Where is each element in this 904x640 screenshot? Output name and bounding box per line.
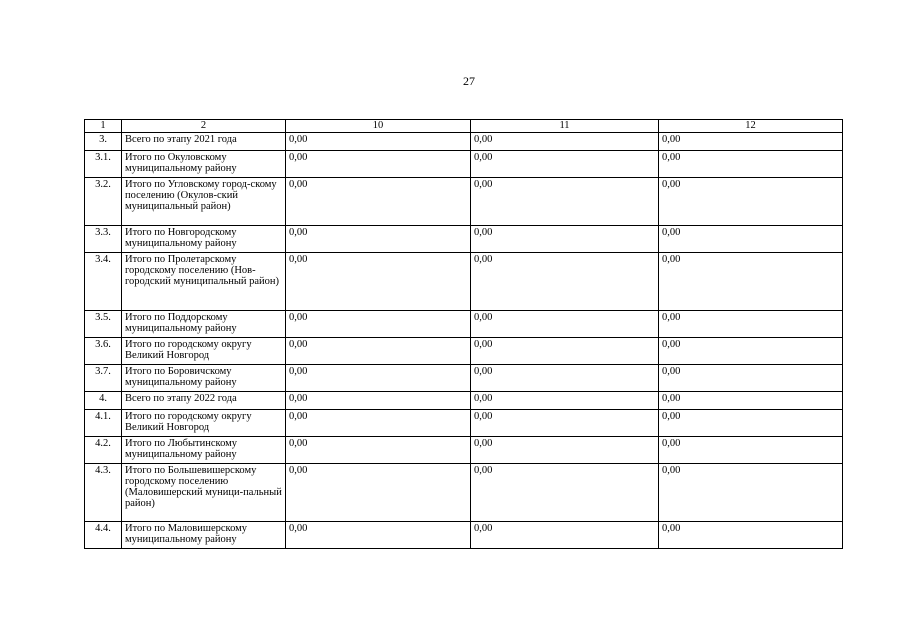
header-col-1: 1 — [85, 120, 122, 133]
row-name: Итого по городскому округу Великий Новгород — [122, 410, 286, 437]
row-value-col-12: 0,00 — [659, 311, 843, 338]
table-row — [85, 392, 843, 410]
row-value-col-11: 0,00 — [471, 253, 659, 311]
row-value-col-12: 0,00 — [659, 151, 843, 178]
table-row — [85, 338, 843, 365]
row-value-col-11: 0,00 — [471, 410, 659, 437]
table-row — [85, 178, 843, 226]
row-value-col-10: 0,00 — [286, 253, 471, 311]
row-value-col-10: 0,00 — [286, 392, 471, 410]
header-col-2: 2 — [122, 120, 286, 133]
row-value-col-11: 0,00 — [471, 151, 659, 178]
row-value-col-10: 0,00 — [286, 365, 471, 392]
row-name: Итого по Поддорскому муниципальному району — [122, 311, 286, 338]
row-value-col-12: 0,00 — [659, 464, 843, 522]
row-value-col-12: 0,00 — [659, 437, 843, 464]
table-row — [85, 437, 843, 464]
row-value-col-12: 0,00 — [659, 226, 843, 253]
row-value-col-10: 0,00 — [286, 410, 471, 437]
table-row — [85, 365, 843, 392]
row-value-col-12: 0,00 — [659, 178, 843, 226]
row-value-col-11: 0,00 — [471, 133, 659, 151]
row-value-col-10: 0,00 — [286, 226, 471, 253]
row-value-col-11: 0,00 — [471, 464, 659, 522]
row-value-col-12: 0,00 — [659, 392, 843, 410]
row-value-col-10: 0,00 — [286, 522, 471, 549]
row-number: 3.3. — [85, 226, 122, 253]
row-value-col-10: 0,00 — [286, 338, 471, 365]
header-col-12: 12 — [659, 120, 843, 133]
row-name: Итого по городскому округу Великий Новгород — [122, 338, 286, 365]
table-row — [85, 522, 843, 549]
table-row — [85, 133, 843, 151]
header-row — [85, 120, 843, 133]
table-row — [85, 253, 843, 311]
row-name: Всего по этапу 2022 года — [122, 392, 286, 410]
row-name: Итого по Любытинскому муниципальному району — [122, 437, 286, 464]
table-row — [85, 410, 843, 437]
table-header — [85, 120, 843, 133]
row-value-col-10: 0,00 — [286, 464, 471, 522]
row-number: 3.7. — [85, 365, 122, 392]
row-number: 4.4. — [85, 522, 122, 549]
row-value-col-12: 0,00 — [659, 522, 843, 549]
row-number: 4.1. — [85, 410, 122, 437]
row-name: Итого по Угловскому город-скому поселению (Окулов-ский муниципальный район) — [122, 178, 286, 226]
row-value-col-12: 0,00 — [659, 410, 843, 437]
row-number: 4. — [85, 392, 122, 410]
row-value-col-11: 0,00 — [471, 392, 659, 410]
header-col-10: 10 — [286, 120, 471, 133]
table-row — [85, 151, 843, 178]
row-name: Итого по Новгородскому муниципальному району — [122, 226, 286, 253]
row-number: 3. — [85, 133, 122, 151]
row-value-col-11: 0,00 — [471, 338, 659, 365]
row-number: 4.2. — [85, 437, 122, 464]
row-number: 3.4. — [85, 253, 122, 311]
row-value-col-12: 0,00 — [659, 133, 843, 151]
row-value-col-11: 0,00 — [471, 178, 659, 226]
row-number: 3.2. — [85, 178, 122, 226]
row-value-col-11: 0,00 — [471, 311, 659, 338]
row-value-col-10: 0,00 — [286, 311, 471, 338]
row-value-col-11: 0,00 — [471, 522, 659, 549]
row-number: 3.1. — [85, 151, 122, 178]
row-name: Всего по этапу 2021 года — [122, 133, 286, 151]
table-body — [85, 133, 843, 549]
page-number: 27 — [463, 74, 475, 88]
row-value-col-11: 0,00 — [471, 226, 659, 253]
row-value-col-12: 0,00 — [659, 253, 843, 311]
row-value-col-10: 0,00 — [286, 151, 471, 178]
row-value-col-10: 0,00 — [286, 133, 471, 151]
row-number: 3.6. — [85, 338, 122, 365]
table-row — [85, 311, 843, 338]
row-value-col-11: 0,00 — [471, 365, 659, 392]
table-row — [85, 464, 843, 522]
row-value-col-10: 0,00 — [286, 178, 471, 226]
header-col-11: 11 — [471, 120, 659, 133]
row-name: Итого по Окуловскому муниципальному району — [122, 151, 286, 178]
row-name: Итого по Большевишерскому городскому поселению (Маловишерский муници-пальный район) — [122, 464, 286, 522]
row-name: Итого по Пролетарскому городскому поселению (Нов-городский муниципальный район) — [122, 253, 286, 311]
row-value-col-12: 0,00 — [659, 338, 843, 365]
row-value-col-10: 0,00 — [286, 437, 471, 464]
row-name: Итого по Боровичскому муниципальному району — [122, 365, 286, 392]
row-value-col-11: 0,00 — [471, 437, 659, 464]
table-row — [85, 226, 843, 253]
row-value-col-12: 0,00 — [659, 365, 843, 392]
data-table — [84, 119, 843, 549]
row-number: 3.5. — [85, 311, 122, 338]
row-number: 4.3. — [85, 464, 122, 522]
row-name: Итого по Маловишерскому муниципальному району — [122, 522, 286, 549]
